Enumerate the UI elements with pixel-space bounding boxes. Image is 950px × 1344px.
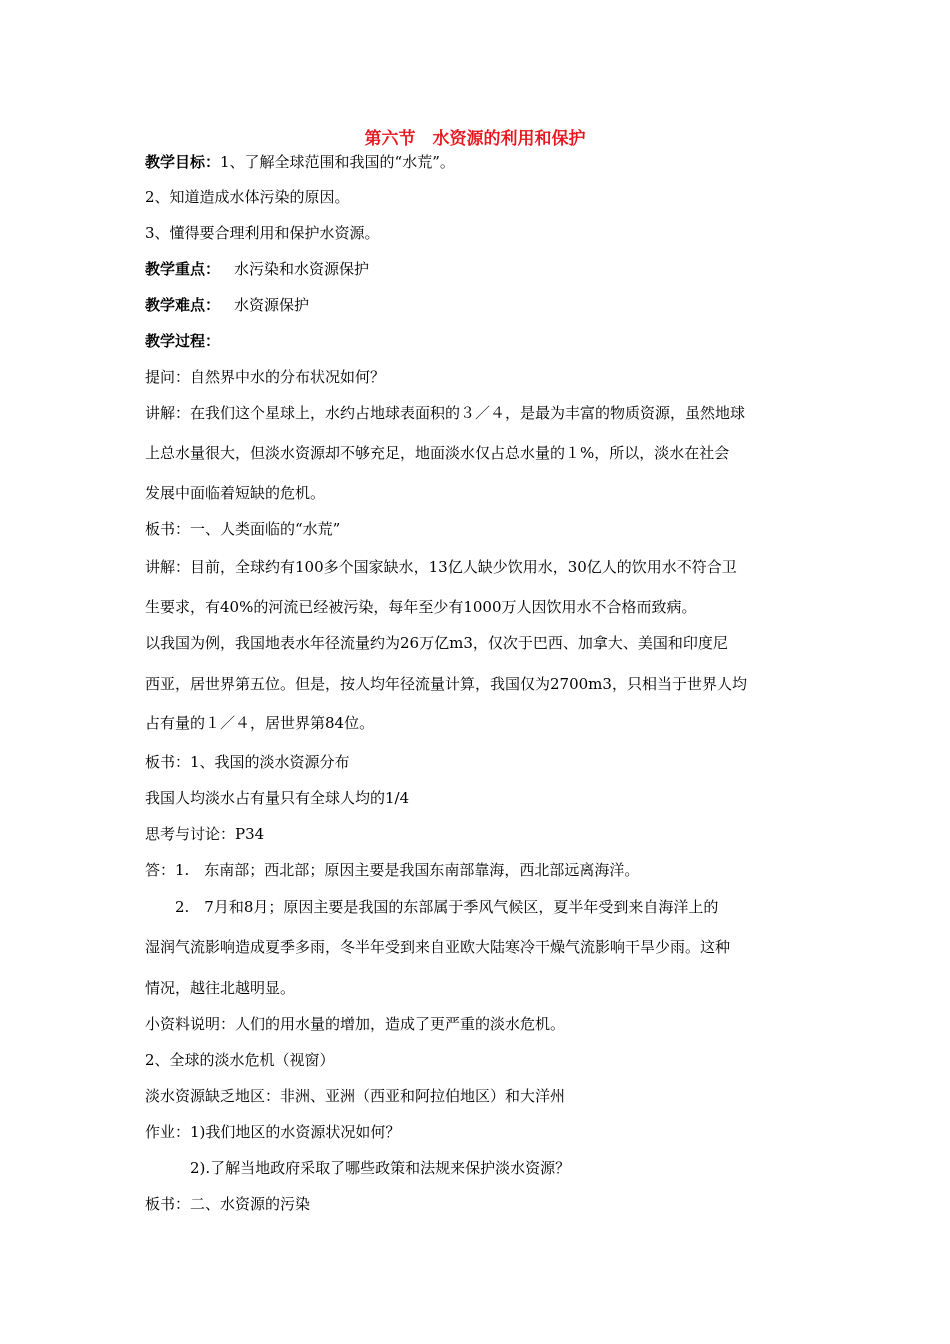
text-line: 提问：自然界中水的分布状况如何？ xyxy=(145,368,386,386)
text-line: 作业：1)我们地区的水资源状况如何？ xyxy=(145,1123,401,1141)
text-line: 思考与讨论：P34 xyxy=(145,825,265,843)
text-line: 2. 7月和8月；原因主要是我国的东部属于季风气候区，夏半年受到来自海洋上的 xyxy=(145,898,719,916)
text-line: 小资料说明：人们的用水量的增加，造成了更严重的淡水危机。 xyxy=(145,1015,566,1033)
text-line: 发展中面临着短缺的危机。 xyxy=(145,484,326,502)
text-line: 西亚，居世界第五位。但是，按人均年径流量计算，我国仅为2700m3，只相当于世界人均 xyxy=(145,675,747,693)
key-value: 水污染和水资源保护 xyxy=(234,260,370,278)
goal-2: 2、知道造成水体污染的原因。 xyxy=(145,188,350,206)
text-line: 讲解：目前，全球约有100多个国家缺水，13亿人缺少饮用水，30亿人的饮用水不符合卫 xyxy=(145,558,737,576)
goals-label: 教学目标： xyxy=(145,153,221,171)
teaching-goals xyxy=(145,152,455,172)
text-line: 淡水资源缺乏地区：非洲、亚洲（西亚和阿拉伯地区）和大洋州 xyxy=(145,1087,566,1105)
text-line: 答：1. 东南部；西北部；原因主要是我国东南部靠海，西北部远离海洋。 xyxy=(145,861,640,879)
text-line: 板书：1、我国的淡水资源分布 xyxy=(145,753,350,771)
text-line: 湿润气流影响造成夏季多雨，冬半年受到来自亚欧大陆寒冷干燥气流影响干旱少雨。这种 xyxy=(145,938,731,956)
text-line: 上总水量很大，但淡水资源却不够充足，地面淡水仅占总水量的１%，所以，淡水在社会 xyxy=(145,444,730,462)
text-line: 板书：一、人类面临的“水荒” xyxy=(145,520,341,538)
difficult-value: 水资源保护 xyxy=(234,296,310,314)
text-line: 以我国为例，我国地表水年径流量约为26万亿m3，仅次于巴西、加拿大、美国和印度尼 xyxy=(145,634,728,652)
text-line: 我国人均淡水占有量只有全球人均的1/4 xyxy=(145,789,410,807)
text-line: 板书：二、水资源的污染 xyxy=(145,1195,311,1213)
difficult-label: 教学难点： xyxy=(145,296,221,314)
goal-3: 3、懂得要合理利用和保护水资源。 xyxy=(145,224,380,242)
teaching-difficult-point xyxy=(145,295,309,315)
text-line: 生要求，有40%的河流已经被污染，每年至少有1000万人因饮用水不合格而致病。 xyxy=(145,598,697,616)
text-line: 占有量的１／４，居世界第84位。 xyxy=(145,714,375,732)
goal-1: 1、了解全球范围和我国的“水荒”。 xyxy=(220,153,455,171)
page-title: 第六节 水资源的利用和保护 xyxy=(364,129,586,149)
teaching-key-point xyxy=(145,259,369,279)
process-label: 教学过程： xyxy=(145,332,221,350)
text-line: 2、全球的淡水危机（视窗） xyxy=(145,1051,335,1069)
text-line: 情况，越往北越明显。 xyxy=(145,979,296,997)
key-label: 教学重点： xyxy=(145,260,221,278)
text-line: 讲解：在我们这个星球上，水约占地球表面积的３／４，是最为丰富的物质资源，虽然地球 xyxy=(145,404,746,422)
text-line: 2).了解当地政府采取了哪些政策和法规来保护淡水资源？ xyxy=(145,1159,571,1177)
